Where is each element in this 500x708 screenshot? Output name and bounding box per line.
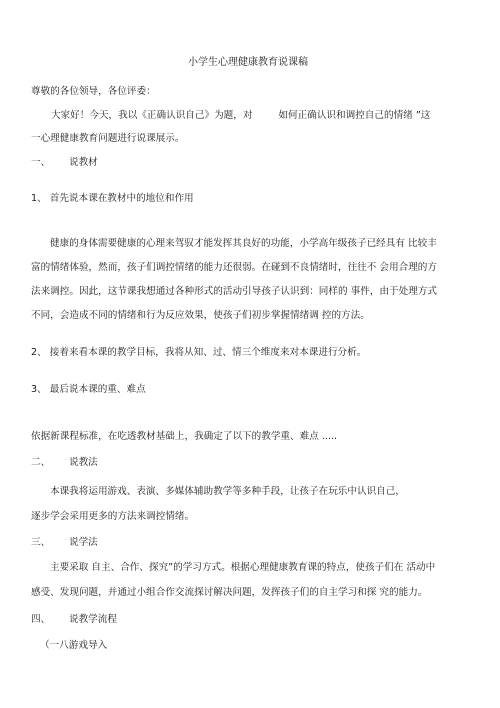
list-item-1: 1、 首先说本课在教材中的地位和作用 bbox=[31, 193, 194, 204]
paragraph-3-line-2: 感受、发现问题，并通过小组合作交流探讨解决问题，发挥孩子们的自主学习和探 究的能力。 bbox=[31, 587, 428, 598]
section-heading-2 bbox=[31, 457, 98, 469]
section-title: 说教材 bbox=[69, 157, 98, 168]
paragraph-1-line-4: 不同，会造成不同的情绪和行为反应效果，使孩子们初步掌握情绪调 控的方法。 bbox=[31, 310, 370, 321]
section-heading-1 bbox=[31, 157, 98, 169]
greeting: 尊敬的各位领导，各位评委： bbox=[31, 86, 156, 97]
intro-line-1 bbox=[51, 110, 430, 122]
subsection-heading-1: （一八游戏导入 bbox=[40, 640, 108, 651]
paragraph-3-line-1: 主要采取 自主、合作、探究”的学习方式。根据心理健康教育课的特点，使孩子们在 活动中 bbox=[50, 562, 436, 573]
section-number: 三、 bbox=[31, 537, 51, 548]
paragraph-1-line-3: 法来调控。因此，这节课我想通过各种形式的活动引导孩子认识到：同样的 事件，由于处理方式 bbox=[31, 286, 437, 297]
section-heading-3 bbox=[31, 537, 98, 549]
section-title: 说教法 bbox=[69, 457, 98, 468]
document-title: 小学生心理健康教育说课稿 bbox=[188, 57, 308, 68]
basis-text: 依据新课程标准，在吃透教材基础上，我确定了以下的教学重、难点 ..... bbox=[31, 431, 338, 442]
intro-part-2: 如何正确认识和调控自己的情绪 ”这 bbox=[278, 110, 431, 121]
paragraph-2-line-2: 逐步学会采用更多的方法来调控情绪。 bbox=[31, 511, 195, 522]
paragraph-2-line-1: 本课我将运用游戏、表演、多媒体辅助教学等多种手段，让孩子在玩乐中认识自己， bbox=[50, 486, 405, 497]
section-number: 一、 bbox=[31, 157, 51, 168]
section-heading-4 bbox=[31, 614, 117, 626]
section-title: 说学法 bbox=[69, 537, 98, 548]
intro-line-2: 一心理健康教育问题进行说课展示。 bbox=[31, 133, 185, 144]
paragraph-1-line-2: 富的情绪体验，然而，孩子们调控情绪的能力还很弱。在碰到不良情绪时，往往不 会用合理的方 bbox=[31, 262, 437, 273]
paragraph-1-line-1: 健康的身体需要健康的心理来驾驭才能发挥其良好的功能，小学高年级孩子已经具有 比较丰 bbox=[50, 238, 437, 249]
section-title: 说教学流程 bbox=[69, 614, 117, 625]
list-item-3: 3、 最后说本课的重、难点 bbox=[31, 384, 146, 395]
section-number: 四、 bbox=[31, 614, 51, 625]
list-item-2: 2、 接着来看本课的教学目标，我将从知、过、情三个维度来对本课进行分析。 bbox=[31, 347, 367, 358]
intro-part-1: 大家好！今天，我以《正确认识自己》为题，对 bbox=[51, 110, 253, 121]
section-number: 二、 bbox=[31, 457, 51, 468]
